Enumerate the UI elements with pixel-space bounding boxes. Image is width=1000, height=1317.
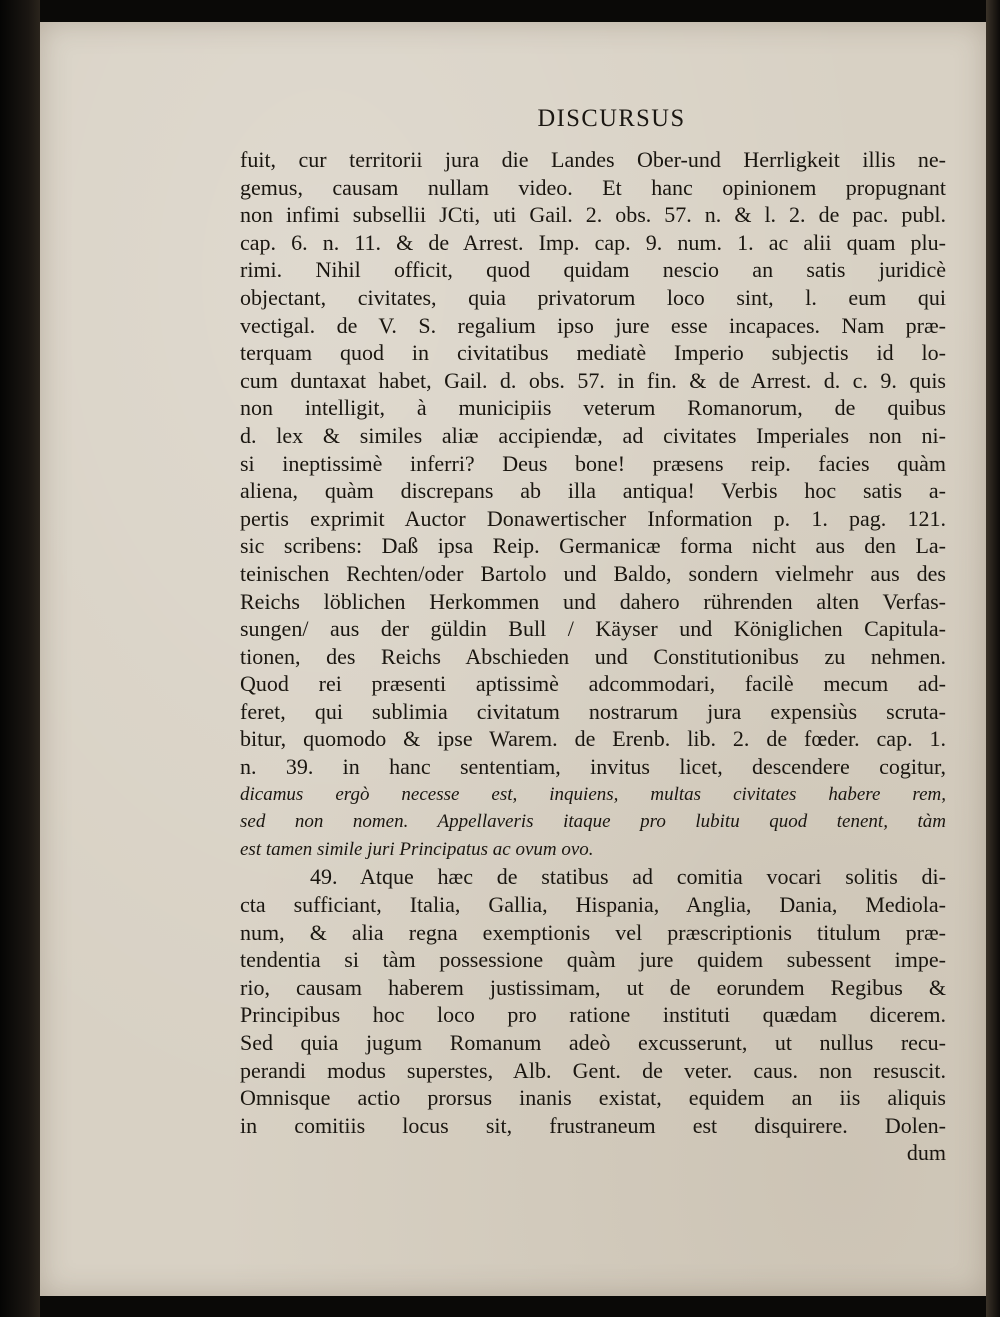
text-line: rimi. Nihil officit, quod quidam nescio an satis juridicè [240,257,946,283]
text-line: terquam quod in civitatibus mediatè Imperio subjectis id lo- [240,340,946,366]
text-line: cta sufficiant, Italia, Gallia, Hispania, Anglia, Dania, Mediola- [240,892,946,918]
text-line: rio, causam haberem justissimam, ut de eorundem Regibus & [240,974,946,1000]
text-line: sed non nomen. Appellaveris itaque pro lubitu quod tenent, tàm [240,811,946,833]
text-line: tendentia si tàm possessione quàm jure quidem subessent impe- [240,947,946,973]
running-head: DISCURSUS [537,105,686,132]
text-line: objectant, civitates, quia privatorum loco sint, l. eum qui [240,284,946,310]
text-line: cap. 6. n. 11. & de Arrest. Imp. cap. 9. num. 1. ac alii quam plu- [240,229,946,255]
text-line: pertis exprimit Auctor Donawertischer Information p. 1. pag. 121. [240,505,946,531]
text-line: tionen, des Reichs Abschieden und Constitutionibus zu nehmen. [240,643,946,669]
text-line: Quod rei præsenti aptissimè adcommodari, facilè mecum ad- [240,671,946,697]
catchword: dum [906,1140,946,1166]
text-line: sic scribens: Daß ipsa Reip. Germanicæ forma nicht aus den La- [240,533,946,559]
text-line: in comitiis locus sit, frustraneum est disquirere. Dolen- [240,1112,946,1138]
body-text [240,146,946,1167]
scan-border-right [986,0,1000,1317]
text-line: fuit, cur territorii jura die Landes Ober-und Herrligkeit illis ne- [240,147,946,172]
paragraph-start: 49. Atque hæc de statibus ad comitia vocari solitis di- [310,864,946,890]
text-line: vectigal. de V. S. regalium ipso jure esse incapaces. Nam præ- [240,312,946,338]
text-line: dicamus ergò necesse est, inquiens, multas civitates habere rem, [240,783,946,805]
scan-border-left [0,0,40,1317]
text-line: num, & alia regna exemptionis vel præscriptionis titulum præ- [240,919,946,945]
book-page [40,22,986,1296]
text-line: non intelligit, à municipiis veterum Romanorum, de quibus [240,395,946,421]
text-line: si ineptissimè inferri? Deus bone! præsens reip. facies quàm [240,450,946,476]
text-line: sungen/ aus der güldin Bull / Käyser und Königlichen Capitula- [240,616,946,642]
text-line: feret, qui sublimia civitatum nostrarum jura expensiùs scruta- [240,698,946,724]
text-line: perandi modus superstes, Alb. Gent. de veter. caus. non resuscit. [240,1057,946,1083]
text-line: est tamen simile juri Principatus ac ovum ovo. [240,838,594,860]
text-line: teinischen Rechten/oder Bartolo und Baldo, sondern vielmehr aus des [240,560,946,586]
text-line: Omnisque actio prorsus inanis existat, equidem an iis aliquis [240,1085,946,1111]
text-line: cum duntaxat habet, Gail. d. obs. 57. in fin. & de Arrest. d. c. 9. quis [240,367,946,393]
text-line: bitur, quomodo & ipse Warem. de Erenb. lib. 2. de fœder. cap. 1. [240,726,946,752]
text-line: d. lex & similes aliæ accipiendæ, ad civitates Imperiales non ni- [240,422,946,448]
text-line: non infimi subsellii JCti, uti Gail. 2. obs. 57. n. & l. 2. de pac. publ. [240,202,946,228]
text-line: n. 39. in hanc sententiam, invitus licet, descendere cogitur, [240,754,946,780]
text-line: Sed quia jugum Romanum adeò excusserunt, ut nullus recu- [240,1030,946,1055]
text-line: Principibus hoc loco pro ratione instituti quædam dicerem. [240,1002,946,1028]
text-line: Reichs löblichen Herkommen und dahero rührenden alten Verfas- [240,588,946,614]
text-line: aliena, quàm discrepans ab illa antiqua! Verbis hoc satis a- [240,478,946,504]
text-line: gemus, causam nullam video. Et hanc opinionem propugnant [240,174,946,200]
